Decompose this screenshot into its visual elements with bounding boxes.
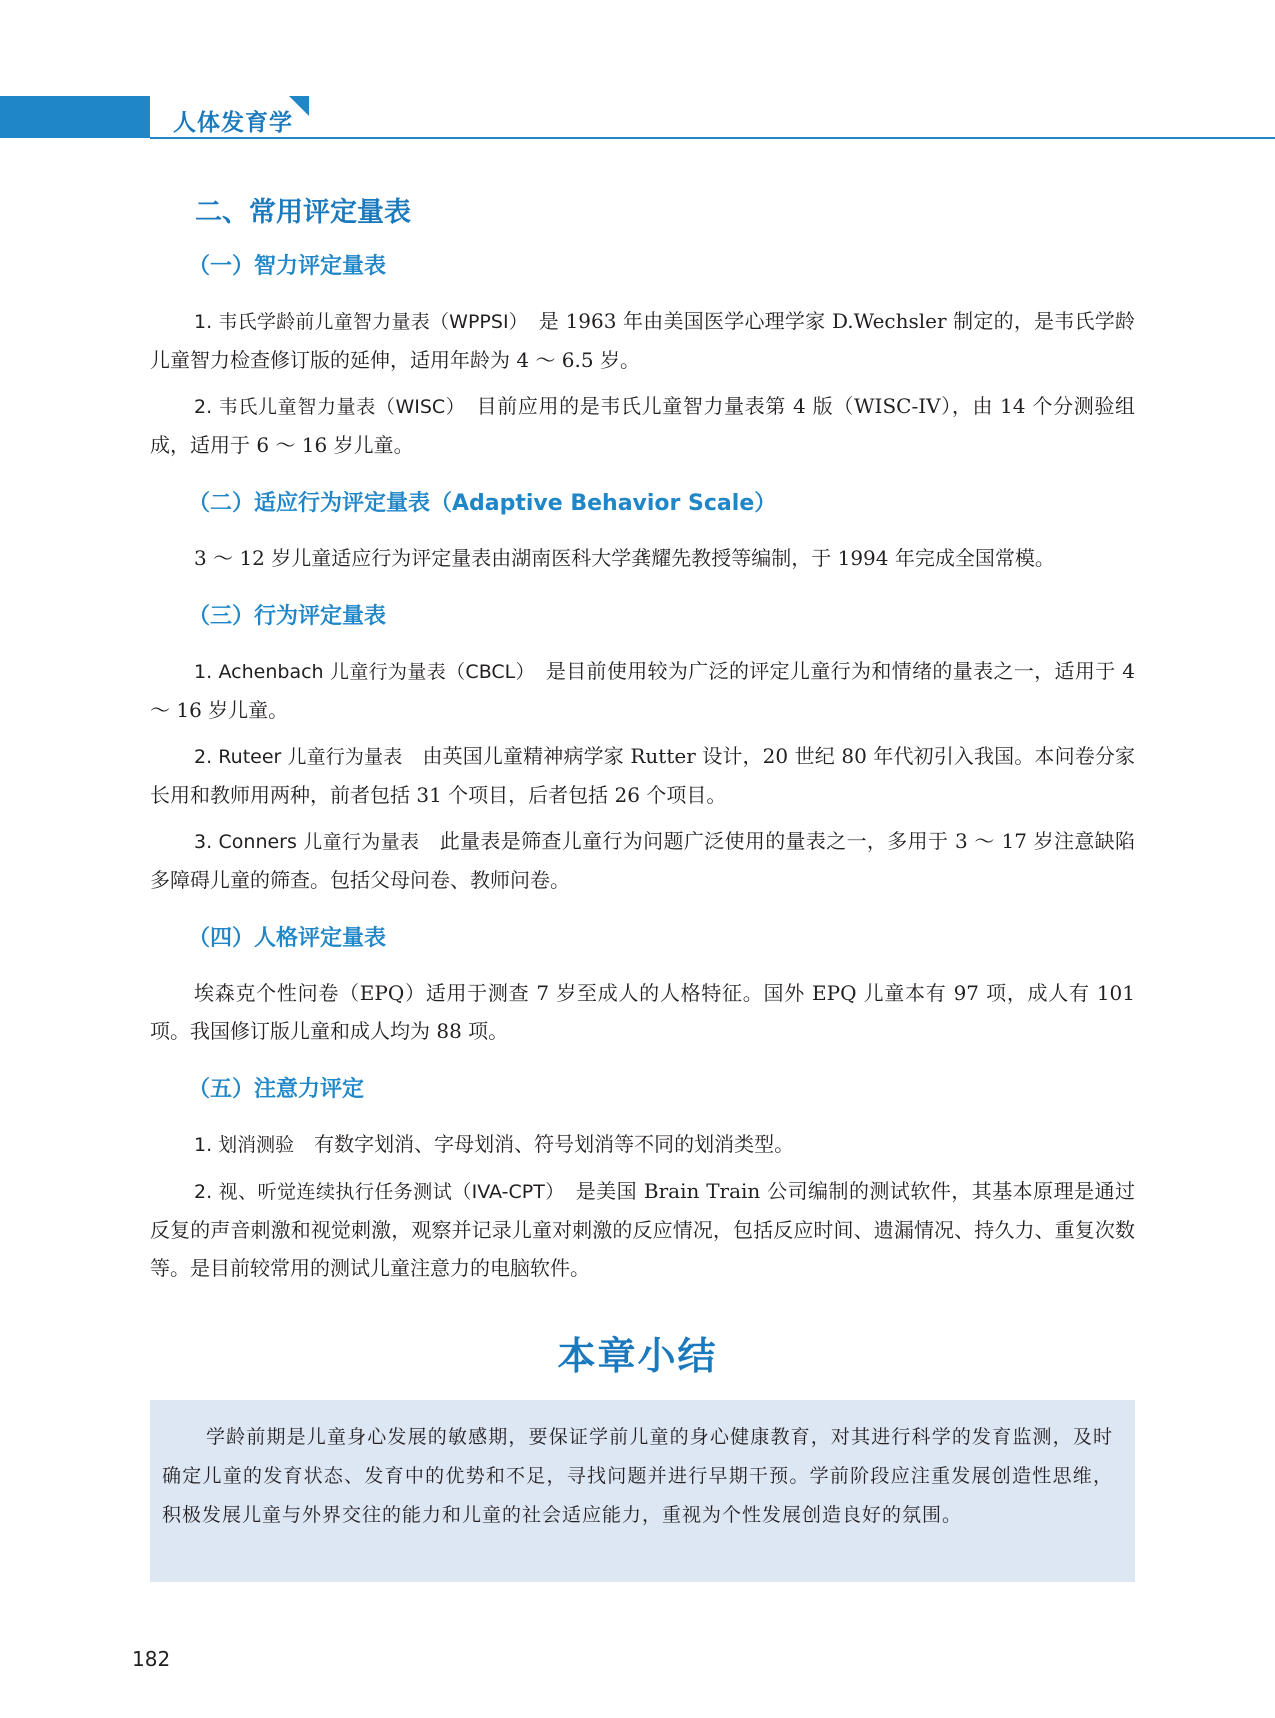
subsection-title-attention: （五）注意力评定 bbox=[188, 1077, 365, 1102]
paragraph-iva-cpt bbox=[150, 1172, 1135, 1287]
chapter-summary-title: 本章小结 bbox=[557, 1334, 718, 1378]
term-cancellation: 1. 划消测验 bbox=[194, 1134, 295, 1156]
term-iva-cpt: 2. 视、听觉连续执行任务测试（IVA-CPT） bbox=[194, 1181, 556, 1203]
section-title: 二、常用评定量表 bbox=[195, 197, 411, 228]
subsection-title-behavior: （三）行为评定量表 bbox=[188, 604, 387, 629]
term-wppsi: 1. 韦氏学龄前儿童智力量表（WPPSI） bbox=[194, 311, 519, 333]
header-color-band bbox=[0, 96, 150, 138]
subsection-title-adaptive: （二）适应行为评定量表（Adaptive Behavior Scale） bbox=[188, 491, 777, 516]
paragraph-wppsi bbox=[150, 302, 1135, 379]
paragraph-rutter bbox=[150, 737, 1135, 814]
subsection-title-personality: （四）人格评定量表 bbox=[188, 926, 387, 951]
header-rule bbox=[150, 137, 1275, 139]
paragraph-cbcl bbox=[150, 652, 1135, 729]
term-cbcl: 1. Achenbach 儿童行为量表（CBCL） bbox=[194, 661, 526, 683]
page-number: 182 bbox=[132, 1647, 171, 1671]
term-wisc: 2. 韦氏儿童智力量表（WISC） bbox=[194, 396, 456, 418]
paragraph-epq bbox=[150, 974, 1135, 1050]
text-adaptive: 3 ～ 12 岁儿童适应行为评定量表由湖南医科大学龚耀先教授等编制，于 1994 年完成全国常模。 bbox=[194, 546, 1055, 570]
chapter-summary-text: 学龄前期是儿童身心发展的敏感期，要保证学前儿童的身心健康教育，对其进行科学的发育监测，及时确定儿童的发育状态、发育中的优势和不足，寻找问题并进行早期干预。学前阶段应注重发展创造性思维，积极发展儿童与外界交往的能力和儿童的社会适应能力，重视为个性发展创造良好的氛围。 bbox=[162, 1426, 1113, 1526]
subsection-title-intelligence: （一）智力评定量表 bbox=[188, 254, 387, 279]
page-content bbox=[150, 190, 1135, 1295]
text-iva-cpt: 是美国 Brain Train 公司编制的测试软件，其基本原理是通过反复的声音刺激和视觉刺激，观察并记录儿童对刺激的反应情况，包括反应时间、遗漏情况、持久力、重复次数等。是目前较常用的测试儿童注意力的电脑软件。 bbox=[150, 1179, 1135, 1280]
text-rutter: 由英国儿童精神病学家 Rutter 设计，20 世纪 80 年代初引入我国。本问卷分家长用和教师用两种，前者包括 31 个项目，后者包括 26 个项目。 bbox=[150, 744, 1135, 807]
text-wppsi: 是 1963 年由美国医学心理学家 D.Wechsler 制定的，是韦氏学龄儿童智力检查修订版的延伸，适用年龄为 4 ～ 6.5 岁。 bbox=[150, 309, 1135, 372]
text-epq: 埃森克个性问卷（EPQ）适用于测查 7 岁至成人的人格特征。国外 EPQ 儿童本有 97 项，成人有 101 项。我国修订版儿童和成人均为 88 项。 bbox=[150, 981, 1135, 1043]
chapter-summary-box bbox=[150, 1400, 1135, 1582]
text-cancellation: 有数字划消、字母划消、符号划消等不同的划消类型。 bbox=[314, 1132, 795, 1156]
text-conners: 此量表是筛查儿童行为问题广泛使用的量表之一，多用于 3 ～ 17 岁注意缺陷多障碍儿童的筛查。包括父母问卷、教师问卷。 bbox=[150, 829, 1136, 892]
term-conners: 3. Conners 儿童行为量表 bbox=[194, 831, 420, 853]
paragraph-adaptive bbox=[150, 539, 1135, 577]
text-cbcl: 是目前使用较为广泛的评定儿童行为和情绪的量表之一，适用于 4 ～ 16 岁儿童。 bbox=[150, 659, 1136, 722]
paragraph-wisc bbox=[150, 387, 1135, 464]
term-rutter: 2. Ruteer 儿童行为量表 bbox=[194, 746, 403, 768]
running-header-title: 人体发育学 bbox=[173, 110, 293, 136]
text-wisc: 目前应用的是韦氏儿童智力量表第 4 版（WISC-IV），由 14 个分测验组成，适用于 6 ～ 16 岁儿童。 bbox=[150, 394, 1136, 457]
paragraph-conners bbox=[150, 822, 1135, 899]
paragraph-cancellation bbox=[150, 1125, 1135, 1164]
